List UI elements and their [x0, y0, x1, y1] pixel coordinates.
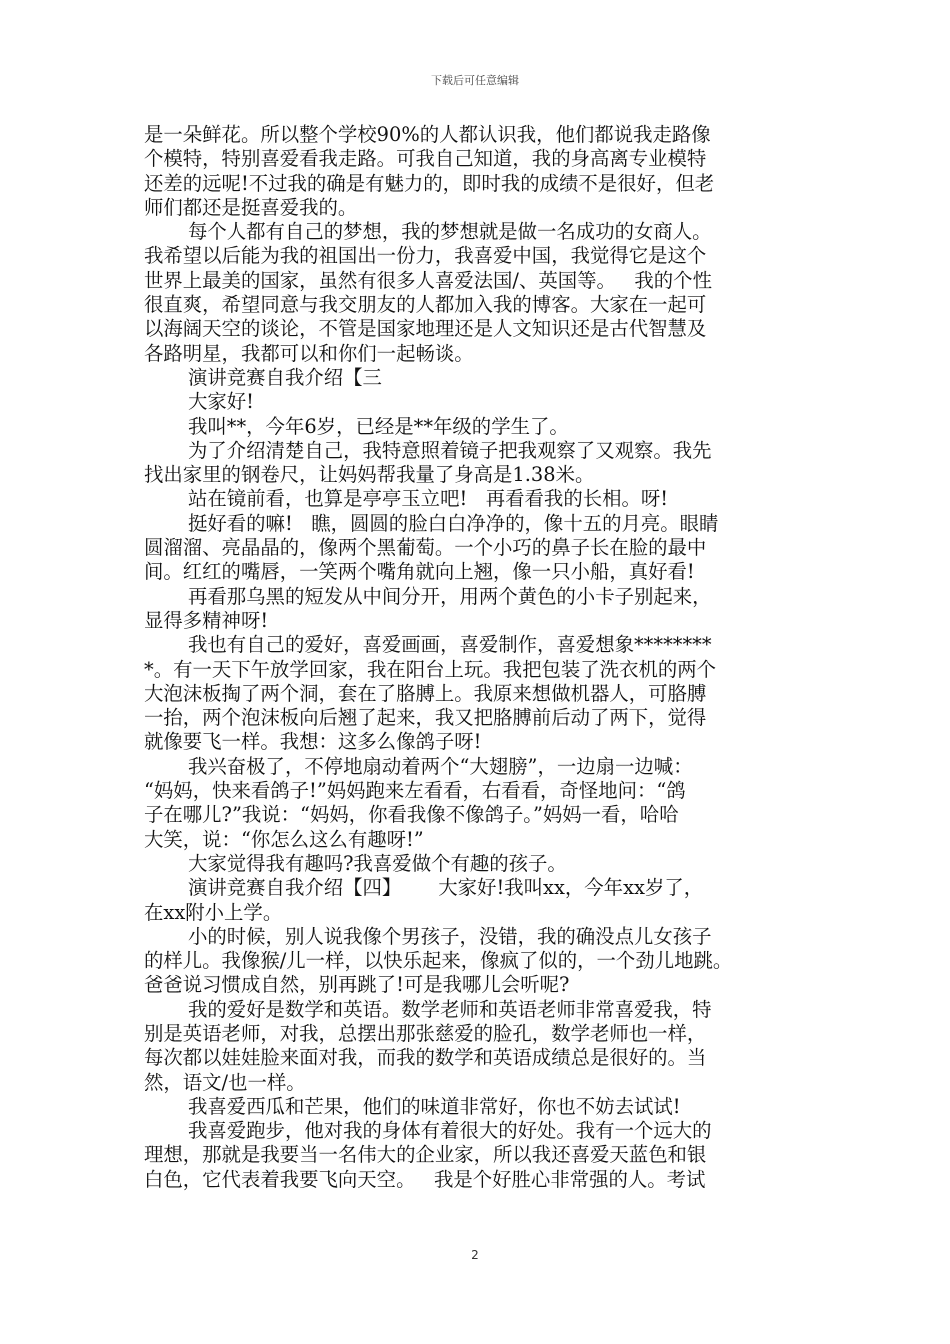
text-line: 我的爱好是数学和英语。数学老师和英语老师非常喜爱我，特: [188, 997, 712, 1021]
text-line: 还差的远呢!不过我的确是有魅力的，即时我的成绩不是很好，但老: [144, 171, 715, 195]
text-line: 各路明星，我都可以和你们一起畅谈。: [144, 341, 474, 365]
text-line: 世界上最美的国家，虽然有很多人喜爱法国/、英国等。 我的个性: [144, 268, 712, 292]
text-line: 我喜爱跑步，他对我的身体有着很大的好处。我有一个远大的: [188, 1119, 712, 1143]
page-header: 下载后可任意编辑: [431, 74, 519, 87]
text-line: 很直爽，希望同意与我交朋友的人都加入我的博客。大家在一起可: [144, 293, 707, 317]
text-line: 个模特，特别喜爱看我走路。可我自己知道，我的身高离专业模特: [144, 147, 707, 171]
text-line: 我喜爱西瓜和芒果，他们的味道非常好，你也不妨去试试!: [188, 1094, 681, 1118]
text-line: 演讲竞赛自我介绍【三: [188, 365, 382, 389]
text-line: 每次都以娃娃脸来面对我，而我的数学和英语成绩总是很好的。当: [144, 1046, 707, 1070]
text-line: 子在哪儿?”我说：“妈妈，你看我像不像鸽子。”妈妈一看，哈哈: [144, 803, 679, 827]
text-line: 在xx附小上学。: [144, 900, 283, 924]
body-text: [144, 123, 810, 1192]
text-line: 再看那乌黑的短发从中间分开，用两个黄色的小卡子别起来，: [188, 584, 712, 608]
text-line: 显得多精神呀!: [144, 608, 269, 632]
text-line: 每个人都有自己的梦想，我的梦想就是做一名成功的女商人。: [188, 220, 712, 244]
text-line: 师们都还是挺喜爱我的。: [144, 195, 358, 219]
text-line: 圆溜溜、亮晶晶的，像两个黑葡萄。一个小巧的鼻子长在脸的最中: [144, 536, 707, 560]
text-line: 一抬，两个泡沫板向后翘了起来，我又把胳膊前后动了两下，觉得: [144, 706, 707, 730]
text-line: 我也有自己的爱好，喜爱画画，喜爱制作，喜爱想象********: [188, 633, 712, 657]
text-line: 的样儿。我像猴/儿一样，以快乐起来，像疯了似的，一个劲儿地跳。: [144, 949, 733, 973]
text-line: 爸爸说习惯成自然，别再跳了!可是我哪儿会听呢?: [144, 973, 570, 997]
text-line: 是一朵鲜花。所以整个学校90%的人都认识我，他们都说我走路像: [144, 123, 711, 146]
text-line: 别是英语老师，对我，总摆出那张慈爱的脸孔，数学老师也一样，: [144, 1021, 707, 1045]
text-line: 站在镜前看，也算是亭亭玉立吧! 再看看我的长相。呀!: [188, 487, 669, 511]
text-line: “妈妈，快来看鸽子!”妈妈跑来左看看，右看看，奇怪地问：“鸽: [144, 779, 686, 803]
text-line: 白色，它代表着我要飞向天空。 我是个好胜心非常强的人。考试: [144, 1167, 706, 1191]
text-line: 理想，那就是我要当一名伟大的企业家，所以我还喜爱天蓝色和银: [144, 1143, 707, 1167]
page-number: 2: [471, 1248, 479, 1262]
text-line: 大家觉得我有趣吗?我喜爱做个有趣的孩子。: [188, 851, 567, 875]
text-line: 找出家里的钢卷尺，让妈妈帮我量了身高是1.38米。: [144, 463, 595, 487]
text-line: 我希望以后能为我的祖国出一份力，我喜爱中国，我觉得它是这个: [144, 244, 707, 268]
text-line: *。有一天下午放学回家，我在阳台上玩。我把包装了洗衣机的两个: [144, 657, 717, 681]
text-line: 小的时候，别人说我像个男孩子，没错，我的确没点儿女孩子: [188, 924, 712, 948]
text-line: 大家好!: [188, 390, 254, 414]
text-line: 然，语文/也一样。: [144, 1070, 306, 1094]
text-line: 挺好看的嘛! 瞧，圆圆的脸白白净净的，像十五的月亮。眼睛: [188, 511, 719, 535]
text-line: 大笑，说：“你怎么这么有趣呀!”: [144, 827, 424, 851]
text-line: 就像要飞一样。我想：这多么像鸽子呀!: [144, 730, 482, 754]
text-line: 间。红红的嘴唇，一笑两个嘴角就向上翘，像一只小船，真好看!: [144, 560, 695, 584]
text-line: 我叫**，今年6岁，已经是**年级的学生了。: [188, 414, 569, 438]
text-line: 为了介绍清楚自己，我特意照着镜子把我观察了又观察。我先: [188, 438, 712, 462]
text-line: 大泡沫板掏了两个洞，套在了胳膊上。我原来想做机器人，可胳膊: [144, 681, 707, 705]
text-line: 演讲竞赛自我介绍【四】 大家好!我叫xx，今年xx岁了，: [188, 876, 704, 900]
text-line: 以海阔天空的谈论，不管是国家地理还是人文知识还是古代智慧及: [144, 317, 707, 341]
text-line: 我兴奋极了，不停地扇动着两个“大翅膀”，一边扇一边喊：: [188, 754, 693, 778]
